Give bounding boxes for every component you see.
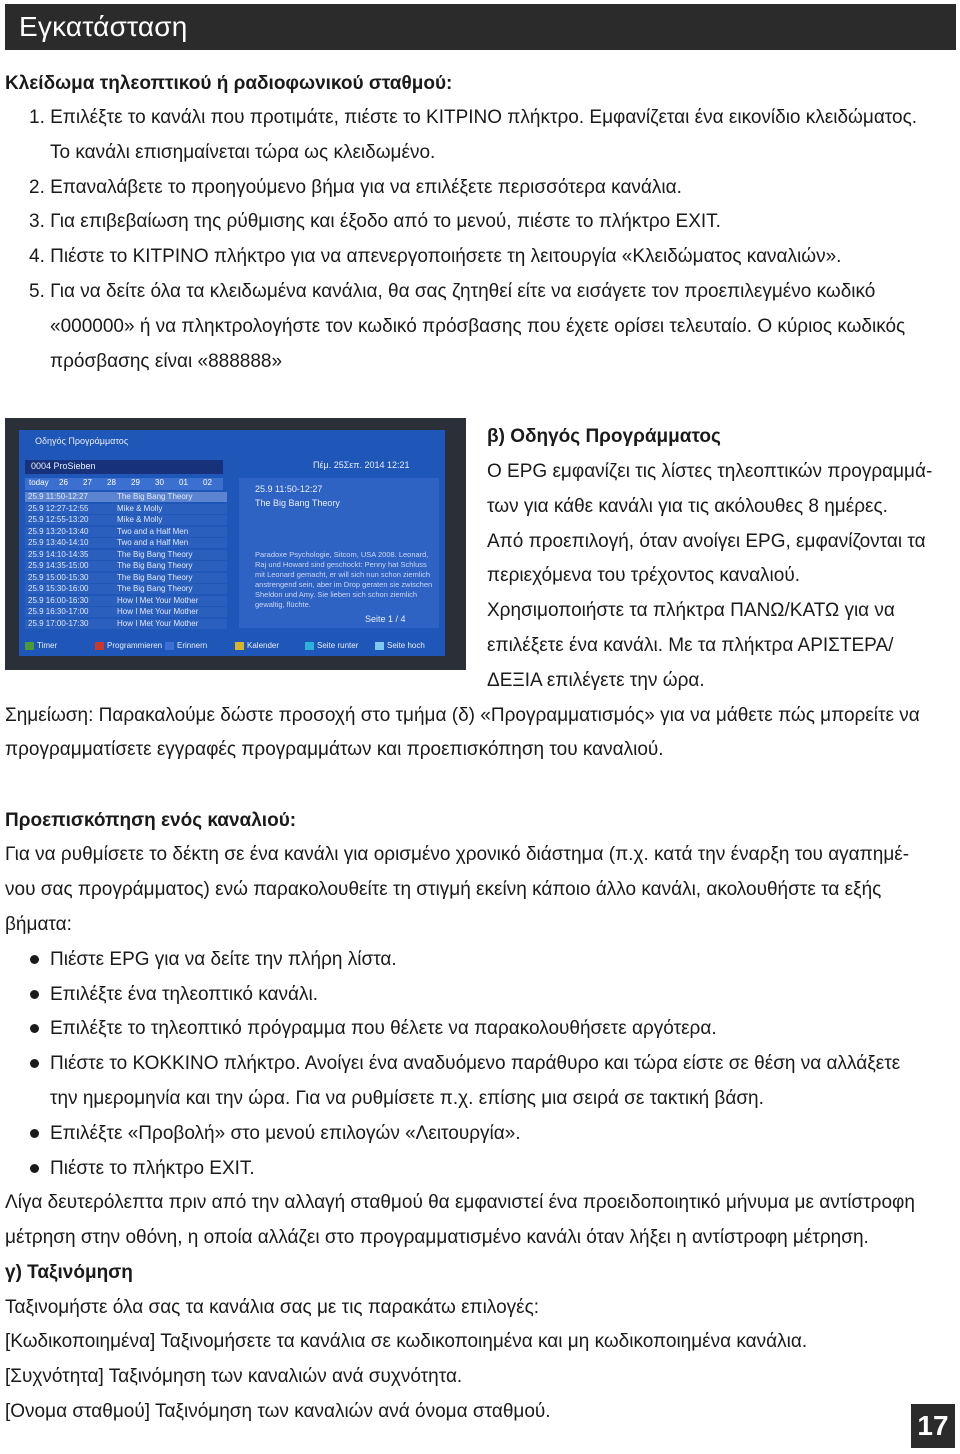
epg-day-tab: 28 bbox=[107, 478, 116, 487]
epg-programme-row[interactable] bbox=[25, 515, 227, 525]
epg-detail-page: Seite 1 / 4 bbox=[365, 614, 406, 624]
epg-programme-time: 25.9 13:40-14:10 bbox=[28, 538, 89, 547]
epg-detail-time: 25.9 11:50-12:27 bbox=[255, 484, 323, 494]
epg-screenshot bbox=[5, 418, 466, 670]
epg-programme-time: 25.9 15:00-15:30 bbox=[28, 572, 89, 582]
epg-key-label: Seite hoch bbox=[387, 641, 425, 650]
preview-bullet: Επιλέξτε ένα τηλεοπτικό κανάλι. bbox=[50, 984, 318, 1005]
epg-programme-title: How I Met Your Mother bbox=[117, 607, 199, 616]
lock-step-1: 1. Επιλέξτε το κανάλι που προτιμάτε, πιέστε το ΚΙΤΡΙΝΟ πλήκτρο. Εμφανίζεται ένα εικονίδιο κλειδώματος. bbox=[29, 107, 918, 128]
epg-programme-row[interactable] bbox=[25, 492, 227, 502]
epg-day-tab: 27 bbox=[83, 478, 92, 487]
epg-programme-title: How I Met Your Mother bbox=[117, 618, 199, 628]
epg-key-label: Kalender bbox=[247, 641, 280, 650]
epg-programme-row[interactable] bbox=[25, 538, 227, 548]
epg-day-tab: 01 bbox=[179, 478, 188, 487]
epg-programme-row[interactable] bbox=[25, 584, 227, 594]
epg-programme-time: 25.9 14:35-15:00 bbox=[28, 561, 89, 570]
epg-key-label: Seite runter bbox=[317, 641, 359, 650]
epg-programme-time: 25.9 16:30-17:00 bbox=[28, 607, 89, 616]
epg-programme-time: 25.9 12:27-12:55 bbox=[28, 503, 89, 513]
epg-programme-row[interactable] bbox=[25, 561, 227, 571]
lock-step-3: 3. Για επιβεβαίωση της ρύθμισης και έξοδο από το μενού, πιέστε το πλήκτρο EXIT. bbox=[29, 211, 721, 232]
epg-detail-title: The Big Bang Theory bbox=[255, 498, 340, 508]
preview-bullet: Επιλέξτε το τηλεοπτικό πρόγραμμα που θέλετε να παρακολουθήσετε αργότερα. bbox=[50, 1018, 717, 1039]
lock-step-4: 4. Πιέστε το ΚΙΤΡΙΝΟ πλήκτρο για να απενεργοποιήσετε τη λειτουργία «Κλειδώματος καναλιών». bbox=[29, 246, 842, 267]
epg-programme-time: 25.9 15:30-16:00 bbox=[28, 584, 89, 593]
epg-programme-title: Mike & Molly bbox=[117, 503, 163, 513]
preview-bullet: Πιέστε το πλήκτρο EXIT. bbox=[50, 1158, 255, 1179]
epg-color-key-icon bbox=[165, 642, 174, 650]
preview-intro-line: νου σας προγράμματος) ενώ παρακολουθείτε τη στιγμή εκείνη κάποιο άλλο κανάλι, ακολουθήστε τα εξής bbox=[5, 879, 882, 900]
preview-bullet-cont: την ημερομηνία και την ώρα. Για να ρυθμίσετε π.χ. επίσης μια σειρά σε τακτική βάση. bbox=[50, 1088, 764, 1109]
epg-programme-row[interactable] bbox=[25, 596, 227, 606]
epg-color-key-icon bbox=[25, 642, 34, 650]
epg-color-key-icon bbox=[235, 642, 244, 650]
preview-intro-line: βήματα: bbox=[5, 914, 72, 935]
note-line: Σημείωση: Παρακαλούμε δώστε προσοχή στο τμήμα (δ) «Προγραμματισμός» για να μάθετε πώς μπορείτε να bbox=[5, 705, 920, 726]
epg-day-tab: 02 bbox=[203, 478, 212, 487]
lock-step-5-cont-2: πρόσβασης είναι «888888» bbox=[50, 351, 283, 372]
preview-intro-line: Για να ρυθμίσετε το δέκτη σε ένα κανάλι για ορισμένο χρονικό διάστημα (π.χ. κατά την έναρξη του αγαπημέ- bbox=[5, 844, 910, 865]
epg-day-tab: today bbox=[29, 478, 49, 487]
epg-programme-row[interactable] bbox=[25, 550, 227, 560]
sort-line: Ταξινομήστε όλα σας τα κανάλια σας με τις παρακάτω επιλογές: bbox=[5, 1297, 540, 1318]
preview-after-line: μέτρηση στην οθόνη, η οποία αλλάζει στο προγραμματισμένο κανάλι όταν λήξει η αντίστροφη μέτρηση. bbox=[5, 1227, 869, 1248]
bullet-icon bbox=[30, 990, 39, 999]
bullet-icon bbox=[30, 1129, 39, 1138]
preview-bullet: Επιλέξτε «Προβολή» στο μενού επιλογών «Λειτουργία». bbox=[50, 1123, 521, 1144]
bullet-icon bbox=[30, 1024, 39, 1033]
preview-after-line: Λίγα δευτερόλεπτα πριν από την αλλαγή σταθμού θα εμφανιστεί ένα προειδοποιητικό μήνυμα με αντίστροφη bbox=[5, 1192, 915, 1213]
epg-programme-time: 25.9 12:55-13:20 bbox=[28, 515, 89, 524]
epg-programme-title: The Big Bang Theory bbox=[117, 584, 193, 593]
epg-key-label: Programmieren bbox=[107, 641, 163, 650]
epg-text-line: των για κάθε κανάλι για τις ακόλουθες 8 ημέρες. bbox=[487, 496, 888, 517]
epg-detail-description: Paradoxe Psychologie, Sitcom, USA 2008. Leonard, Raj und Howard sind geschockt: Penny hat Schluss mit Leonard gemacht, er will sich nun schon ziemlich anstrengend sein, aber im Drop geraten sie zwischen Sheldon und Amy. Sie lieben sich schon ziemlich gewaltig, flüchte. bbox=[255, 550, 433, 609]
epg-text-line: επιλέξετε ένα κανάλι. Με τα πλήκτρα ΑΡΙΣΤΕΡΑ/ bbox=[487, 635, 894, 656]
preview-heading: Προεπισκόπηση ενός καναλιού: bbox=[5, 810, 297, 831]
epg-text-line: ΔΕΞΙΑ επιλέγετε την ώρα. bbox=[487, 670, 705, 691]
lock-step-5: 5. Για να δείτε όλα τα κλειδωμένα κανάλια, θα σας ζητηθεί είτε να εισάγετε τον προεπιλεγμένο κωδικό bbox=[29, 281, 876, 302]
epg-channel-name: 0004 ProSieben bbox=[31, 461, 96, 471]
epg-programme-time: 25.9 13:20-13:40 bbox=[28, 526, 89, 536]
epg-text-line: περιεχόμενα του τρέχοντος καναλιού. bbox=[487, 565, 801, 586]
sort-line: [Συχνότητα] Ταξινόμηση των καναλιών ανά συχνότητα. bbox=[5, 1366, 463, 1387]
note-line: προγραμματίσετε εγγραφές προγραμμάτων και προεπισκόπηση του καναλιού. bbox=[5, 739, 664, 760]
epg-programme-time: 25.9 11:50-12:27 bbox=[28, 492, 88, 501]
bullet-icon bbox=[30, 1059, 39, 1068]
epg-programme-title: Mike & Molly bbox=[117, 515, 163, 524]
page-title: Εγκατάσταση bbox=[19, 11, 188, 42]
epg-programme-row[interactable] bbox=[25, 619, 227, 629]
bullet-icon bbox=[30, 955, 39, 964]
epg-day-tabs bbox=[25, 478, 223, 490]
lock-step-2: 2. Επαναλάβετε το προηγούμενο βήμα για να επιλέξετε περισσότερα κανάλια. bbox=[29, 177, 682, 198]
epg-programme-row[interactable] bbox=[25, 504, 227, 514]
epg-detail-panel bbox=[239, 478, 439, 628]
page-number-box bbox=[911, 1404, 955, 1448]
epg-date: Πέμ. 25Σεπ. 2014 12:21 bbox=[313, 460, 410, 470]
page-header bbox=[5, 4, 956, 50]
epg-programme-list bbox=[25, 492, 227, 632]
epg-color-key-icon bbox=[305, 642, 314, 650]
epg-text-line: Ο EPG εμφανίζει τις λίστες τηλεοπτικών προγραμμά- bbox=[487, 461, 933, 482]
epg-programme-row[interactable] bbox=[25, 527, 227, 537]
epg-day-tab: 29 bbox=[131, 478, 140, 487]
epg-channel-bar bbox=[25, 460, 223, 474]
preview-bullet: Πιέστε το ΚΟΚΚΙΝΟ πλήκτρο. Ανοίγει ένα αναδυόμενο παράθυρο και τώρα είστε σε θέση να αλλάξετε bbox=[50, 1053, 901, 1074]
epg-color-key-icon bbox=[375, 642, 384, 650]
sort-line: [Κωδικοποιημένα] Ταξινομήσετε τα κανάλια σε κωδικοποιημένα και μη κωδικοποιημένα κανάλια. bbox=[5, 1331, 808, 1352]
sort-line: [Ονομα σταθμού] Ταξινόμηση των καναλιών ανά όνομα σταθμού. bbox=[5, 1401, 551, 1422]
epg-window bbox=[19, 430, 445, 656]
lock-step-1-cont: Το κανάλι επισημαίνεται τώρα ως κλειδωμένο. bbox=[50, 142, 436, 163]
sort-heading: γ) Ταξινόμηση bbox=[5, 1262, 133, 1283]
epg-programme-time: 25.9 14:10-14:35 bbox=[28, 549, 89, 559]
epg-color-key-icon bbox=[95, 642, 104, 650]
epg-text-line: Από προεπιλογή, όταν ανοίγει EPG, εμφανίζονται τα bbox=[487, 531, 926, 552]
epg-programme-title: The Big Bang Theory bbox=[117, 492, 193, 501]
page-number: 17 bbox=[917, 1410, 949, 1441]
epg-programme-row[interactable] bbox=[25, 607, 227, 617]
bullet-icon bbox=[30, 1164, 39, 1173]
epg-programme-title: The Big Bang Theory bbox=[117, 561, 193, 570]
epg-key-label: Erinnern bbox=[177, 641, 208, 650]
epg-programme-time: 25.9 17:00-17:30 bbox=[28, 618, 89, 628]
epg-programme-title: How I Met Your Mother bbox=[117, 595, 199, 605]
epg-key-label: Timer bbox=[37, 641, 58, 650]
epg-footer-keys bbox=[25, 640, 445, 654]
epg-programme-title: The Big Bang Theory bbox=[117, 572, 193, 582]
epg-heading: β) Οδηγός Προγράμματος bbox=[487, 426, 721, 447]
epg-day-tab: 26 bbox=[59, 478, 68, 487]
lock-heading: Κλείδωμα τηλεοπτικού ή ραδιοφωνικού σταθμού: bbox=[5, 73, 453, 94]
epg-window-title: Οδηγός Προγράμματος bbox=[35, 436, 129, 446]
epg-programme-title: The Big Bang Theory bbox=[117, 549, 193, 559]
epg-programme-row[interactable] bbox=[25, 573, 227, 583]
epg-programme-time: 25.9 16:00-16:30 bbox=[28, 595, 89, 605]
lock-step-5-cont-1: «000000» ή να πληκτρολογήστε τον κωδικό πρόσβασης που έχετε ορίσει τελευταίο. Ο κύριος κωδικός bbox=[50, 316, 906, 337]
epg-text-line: Χρησιμοποιήστε τα πλήκτρα ΠΑΝΩ/ΚΑΤΩ για να bbox=[487, 600, 895, 621]
preview-bullet: Πιέστε EPG για να δείτε την πλήρη λίστα. bbox=[50, 949, 397, 970]
epg-day-tab: 30 bbox=[155, 478, 164, 487]
epg-programme-title: Two and a Half Men bbox=[117, 526, 189, 536]
epg-programme-title: Two and a Half Men bbox=[117, 538, 189, 547]
